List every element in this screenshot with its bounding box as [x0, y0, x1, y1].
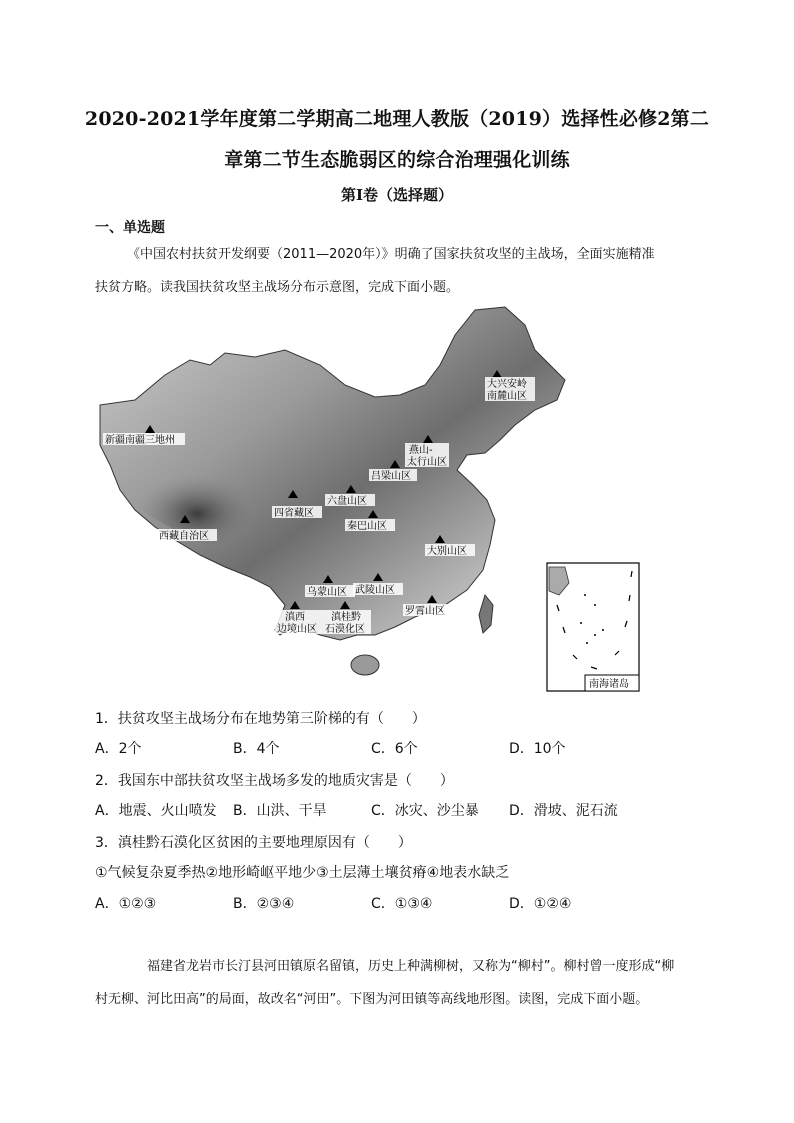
- label-daxinganling-2: 南麓山区: [487, 391, 527, 402]
- q2-option-d[interactable]: D．滑坡、泥石流: [509, 803, 618, 819]
- document-title-line1: 2020-2021学年度第二学期高二地理人教版（2019）选择性必修2第二: [84, 108, 710, 130]
- q1-option-a[interactable]: A．2个: [95, 741, 142, 757]
- label-luoxiao: 罗霄山区: [405, 606, 445, 617]
- label-lvliang: 吕梁山区: [371, 471, 411, 482]
- q1-option-d[interactable]: D．10个: [509, 741, 566, 757]
- label-wuling: 武陵山区: [355, 585, 395, 596]
- label-nanhai: 南海诸岛: [589, 679, 629, 690]
- passage2-line1: 福建省龙岩市长汀县河田镇原名留镇，历史上种满柳树，又称为“柳村”。柳村曾一度形成“柳: [147, 959, 675, 974]
- question-3-stem: 3．滇桂黔石漠化区贫困的主要地理原因有（ ）: [95, 835, 412, 851]
- label-dianguiqian-2: 石漠化区: [325, 624, 365, 635]
- label-yanshan-2: 太行山区: [407, 457, 447, 468]
- question-2-stem: 2．我国东中部扶贫攻坚主战场多发的地质灾害是（ ）: [95, 773, 454, 789]
- poverty-area-map: [95, 305, 695, 695]
- label-wumeng: 乌蒙山区: [307, 587, 347, 598]
- question-3-statements: ①气候复杂夏季热②地形崎岖平地少③土层薄土壤贫瘠④地表水缺乏: [95, 865, 510, 881]
- label-xinjiang: 新疆南疆三地州: [105, 435, 175, 446]
- south-china-sea-inset: [547, 563, 639, 691]
- label-dianxi-2: 边境山区: [277, 624, 317, 635]
- passage1-line2: 扶贫方略。读我国扶贫攻坚主战场分布示意图，完成下面小题。: [95, 280, 460, 295]
- q3-option-c[interactable]: C．①③④: [371, 896, 433, 912]
- label-yanshan: 燕山-: [409, 445, 433, 456]
- q2-option-b[interactable]: B．山洪、干旱: [233, 803, 327, 819]
- label-qinba: 秦巴山区: [347, 521, 387, 532]
- label-liupan: 六盘山区: [327, 496, 367, 507]
- question-1-stem: 1．扶贫攻坚主战场分布在地势第三阶梯的有（ ）: [95, 711, 426, 727]
- q3-option-d[interactable]: D．①②④: [509, 896, 572, 912]
- passage2-line2: 村无柳、河比田高”的局面，故改名“河田”。下图为河田镇等高线地形图。读图，完成下面小题。: [95, 992, 649, 1007]
- label-daxinganling: 大兴安岭: [487, 379, 527, 390]
- label-dianxi: 滇西: [285, 612, 305, 623]
- q3-option-b[interactable]: B．②③④: [233, 896, 295, 912]
- q3-option-a[interactable]: A．①②③: [95, 896, 157, 912]
- q2-option-c[interactable]: C．冰灾、沙尘暴: [371, 803, 479, 819]
- section-heading-single-choice: 一、单选题: [95, 220, 165, 236]
- label-dianguiqian: 滇桂黔: [331, 612, 361, 623]
- label-dabie: 大别山区: [427, 546, 467, 557]
- document-title-line2: 章第二节生态脆弱区的综合治理强化训练: [224, 149, 570, 171]
- q2-option-a[interactable]: A．地震、火山喷发: [95, 803, 217, 819]
- taiwan-island: [479, 595, 493, 633]
- q1-option-c[interactable]: C．6个: [371, 741, 418, 757]
- hainan-island: [351, 655, 379, 675]
- volume-heading: 第I卷（选择题）: [340, 186, 454, 204]
- label-sisheng: 四省藏区: [274, 508, 314, 519]
- q1-option-b[interactable]: B．4个: [233, 741, 280, 757]
- passage1-line1: 《中国农村扶贫开发纲要（2011—2020年）》明确了国家扶贫攻坚的主战场，全面实施精准: [127, 247, 655, 262]
- label-xizang: 西藏自治区: [159, 531, 209, 542]
